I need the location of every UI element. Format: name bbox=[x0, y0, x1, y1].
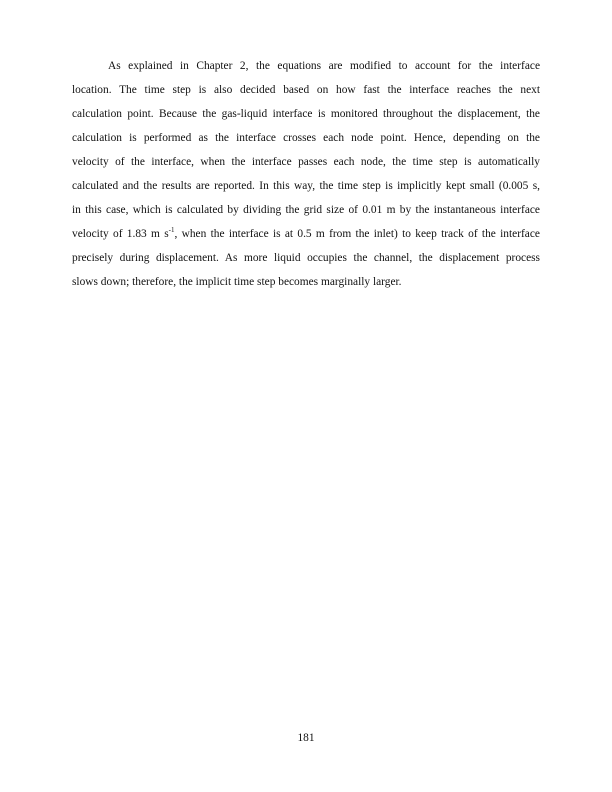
paragraph-line: As explained in Chapter 2, the equations are modified to account for the interface bbox=[108, 60, 540, 72]
paragraph-line: in this case, which is calculated by dividing the grid size of 0.01 m by the instantaneous interface bbox=[72, 204, 540, 216]
paragraph-line: velocity of the interface, when the interface passes each node, the time step is automatically bbox=[72, 156, 540, 168]
paragraph-line: calculated and the results are reported. In this way, the time step is implicitly kept small (0.005 s, bbox=[72, 180, 540, 192]
line-text-before: velocity of 1.83 m s bbox=[72, 228, 169, 240]
paragraph-line: precisely during displacement. As more liquid occupies the channel, the displacement process bbox=[72, 252, 540, 264]
line-text-after: , when the interface is at 0.5 m from the inlet) to keep track of the interface bbox=[174, 228, 540, 240]
body-paragraph bbox=[72, 54, 540, 294]
paragraph-line: calculation point. Because the gas-liquid interface is monitored throughout the displacement, the bbox=[72, 108, 540, 120]
paragraph-line: location. The time step is also decided based on how fast the interface reaches the next bbox=[72, 84, 540, 96]
paragraph-line: slows down; therefore, the implicit time step becomes marginally larger. bbox=[72, 276, 402, 288]
paragraph-line-with-superscript bbox=[72, 222, 540, 246]
page-number: 181 bbox=[297, 732, 315, 744]
paragraph-line: calculation is performed as the interface crosses each node point. Hence, depending on the bbox=[72, 132, 540, 144]
unit-superscript: -1 bbox=[168, 226, 175, 235]
